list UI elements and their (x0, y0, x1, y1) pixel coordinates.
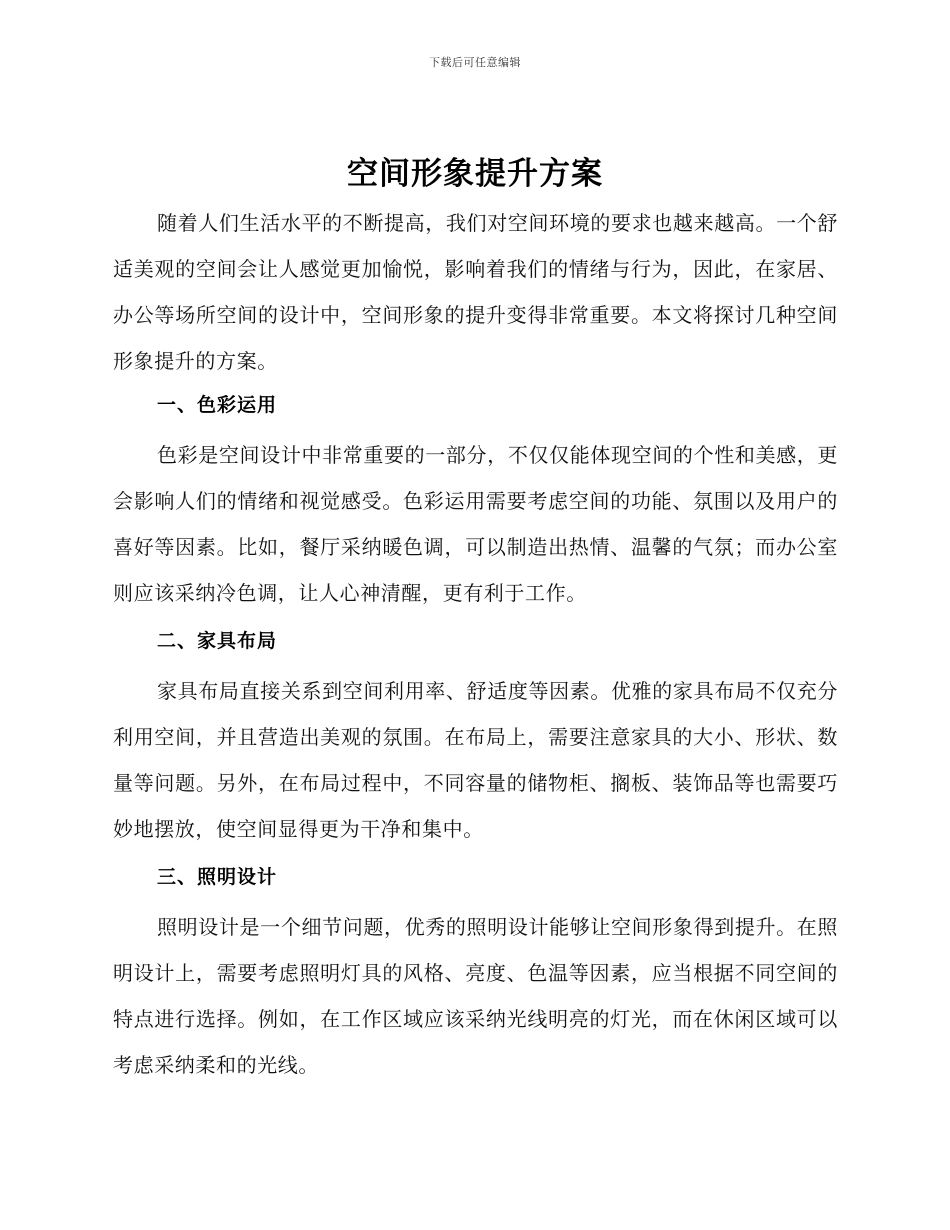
section-paragraph-color: 色彩是空间设计中非常重要的一部分，不仅仅能体现空间的个性和美感，更会影响人们的情绪和视觉感受。色彩运用需要考虑空间的功能、氛围以及用户的喜好等因素。比如，餐厅采纳暖色调，可以制造出热情、温馨的气氛；而办公室则应该采纳冷色调，让人心神清醒，更有利于工作。 (113, 443, 838, 605)
section-paragraph-lighting: 照明设计是一个细节问题，优秀的照明设计能够让空间形象得到提升。在照明设计上，需要考虑照明灯具的风格、亮度、色温等因素，应当根据不同空间的特点进行选择。例如，在工作区域应该采纳光线明亮的灯光，而在休闲区域可以考虑采纳柔和的光线。 (113, 915, 838, 1077)
section-heading-lighting: 三、照明设计 (157, 866, 278, 888)
document-title: 空间形象提升方案 (347, 156, 603, 192)
header-note: 下载后可任意编辑 (429, 56, 521, 69)
intro-paragraph: 随着人们生活水平的不断提高，我们对空间环境的要求也越来越高。一个舒适美观的空间会让人感觉更加愉悦，影响着我们的情绪与行为，因此，在家居、办公等场所空间的设计中，空间形象的提升变得非常重要。本文将探讨几种空间形象提升的方案。 (113, 211, 838, 373)
section-heading-furniture: 二、家具布局 (157, 630, 278, 652)
section-paragraph-furniture: 家具布局直接关系到空间利用率、舒适度等因素。优雅的家具布局不仅充分利用空间，并且营造出美观的氛围。在布局上，需要注意家具的大小、形状、数量等问题。另外，在布局过程中，不同容量的储物柜、搁板、装饰品等也需要巧妙地摆放，使空间显得更为干净和集中。 (113, 679, 838, 841)
section-heading-color: 一、色彩运用 (157, 394, 278, 416)
